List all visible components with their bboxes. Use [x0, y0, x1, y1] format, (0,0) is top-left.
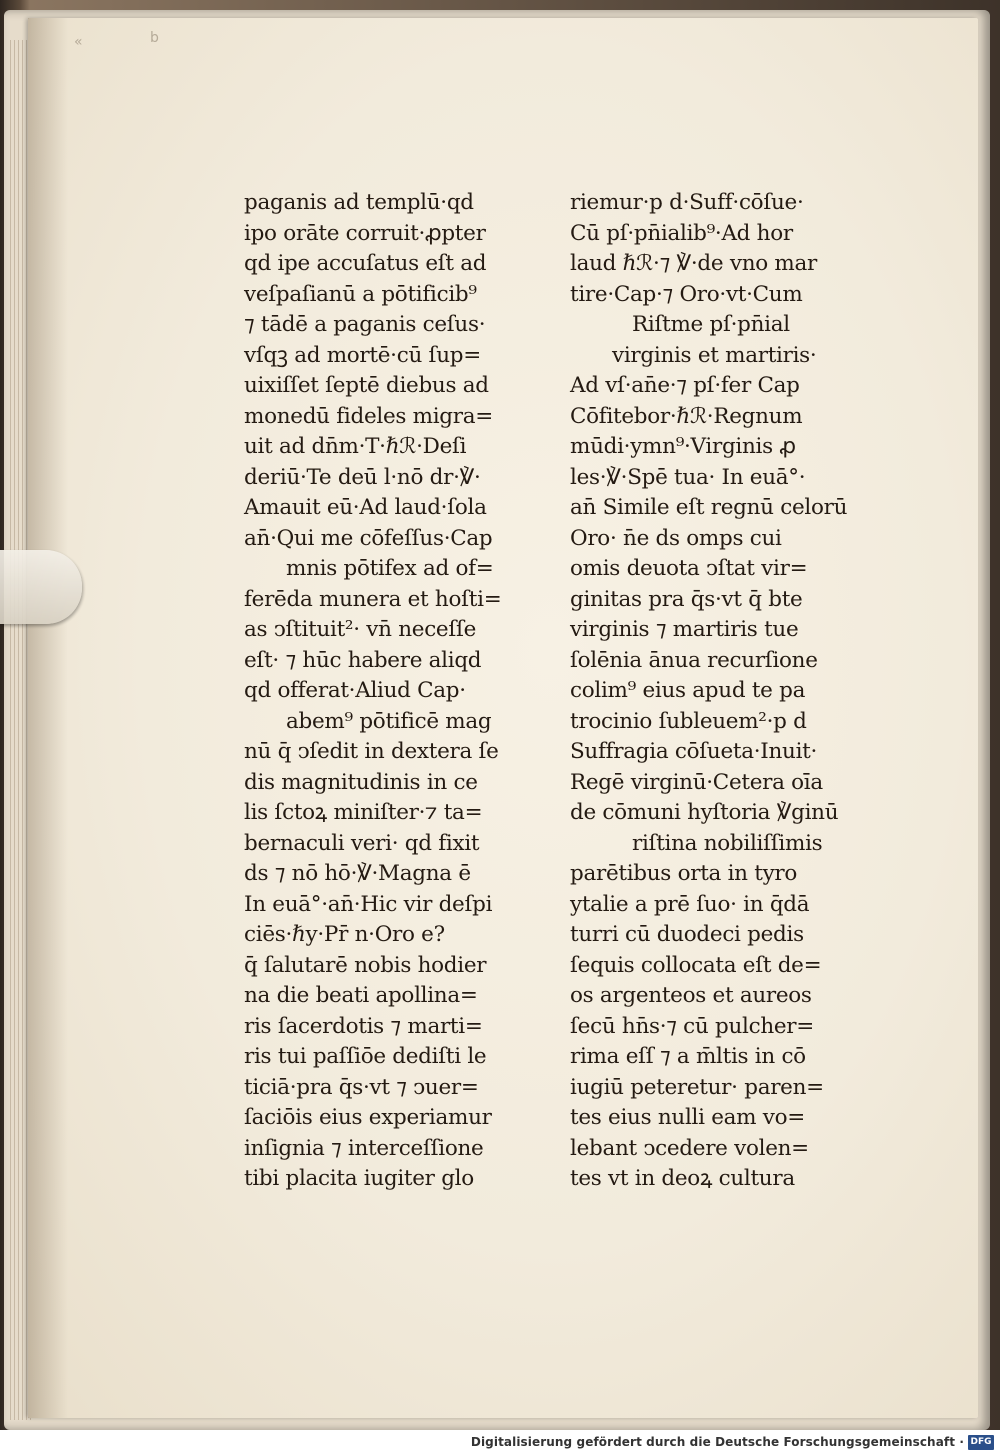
text-line: an̄ Simile eſt regnū celorū — [570, 495, 848, 520]
text-line: na die beati apollina= — [244, 983, 478, 1008]
text-line: turri cū duodeci pedis — [570, 922, 804, 947]
text-line: mnis pōtifex ad of= — [286, 556, 494, 581]
text-line: laud ℏℛ·⁊ ℣·de vno mar — [570, 251, 818, 276]
text-line: qd ipe accuſatus eſt ad — [244, 251, 487, 276]
page-mark-right: b — [150, 30, 159, 46]
text-line: ytalie a prē ſuo· in q̄dā — [570, 891, 810, 917]
text-line: nū q̄ ↄſedit in dextera ſe — [244, 739, 499, 764]
text-line: lebant ↄcedere volen= — [570, 1135, 809, 1161]
footer-credit: Digitalisierung gefördert durch die Deutsche Forschungsgemeinschaft · — [470, 1435, 964, 1449]
text-line: Riſtme pſ·pn̄ial — [632, 312, 790, 337]
text-line: veſpaſianū a pōtificib⁹ — [244, 281, 477, 307]
left-text-column — [244, 188, 544, 1195]
text-line: ds ⁊ nō hō·℣·Magna ē — [244, 861, 471, 886]
page-gutter-shadow — [28, 18, 68, 1418]
text-line: deriū·Te deū l·nō dr·℣· — [244, 464, 481, 490]
text-line: os argenteos et aureos — [570, 983, 812, 1008]
text-line: paganis ad templū·qd — [244, 190, 474, 215]
text-line: uixiſſet ſeptē diebus ad — [244, 373, 489, 398]
text-line: ſaciōis eius experiamur — [244, 1105, 492, 1130]
text-line: as ↄſtituit²· vn̄ neceſſe — [244, 617, 477, 642]
text-line: mūdi·ymn⁹·Virginis ꝓ — [570, 434, 796, 459]
text-line: ginitas pra q̄s·vt q̄ bte — [570, 586, 803, 612]
text-line: colim⁹ eius apud te pa — [570, 678, 806, 703]
text-line: ciēs·ℏy·Pr̄ n·Oro e? — [244, 922, 445, 947]
text-line: trocinio ſubleuem²·p d — [570, 708, 807, 734]
right-text-column — [570, 188, 860, 1195]
text-line: ſecū hn̄s·⁊ cū pulcher= — [570, 1013, 814, 1039]
text-line: riſtina nobiliſſimis — [632, 830, 823, 856]
text-line: les·℣·Spē tua· In euā°· — [570, 464, 806, 490]
text-line: monedū fideles migra= — [244, 403, 493, 429]
text-line: qd offerat·Aliud Cap· — [244, 678, 466, 703]
text-line: dis magnitudinis in ce — [244, 769, 478, 795]
page-mark-left: « — [74, 34, 83, 50]
text-line: virginis et martiris· — [612, 342, 817, 368]
text-line: ferēda munera et hoſti= — [244, 586, 502, 612]
text-line: Amauit eū·Ad laud·ſola — [244, 495, 487, 520]
text-line: ris ſacerdotis ⁊ marti= — [244, 1013, 483, 1039]
text-line: In euā°·an̄·Hic vir deſpi — [244, 891, 493, 917]
dfg-logo-icon[interactable]: DFG — [968, 1435, 994, 1450]
text-line: Regē virginū·Cetera oīa — [570, 769, 823, 795]
text-line: tire·Cap·⁊ Oro·vt·Cum — [570, 281, 803, 307]
text-line: ris tui paſſiōe dediſti le — [244, 1044, 487, 1069]
text-line: q̄ ſalutarē nobis hodier — [244, 952, 487, 978]
text-line: iugiū peteretur· paren= — [570, 1074, 824, 1100]
text-line: bernaculi veri· qd fixit — [244, 830, 480, 856]
text-line: ſolēnia ānua recurſione — [570, 647, 818, 673]
text-line: ⁊ tādē a paganis ceſus· — [244, 312, 486, 337]
text-line: parētibus orta in tyro — [570, 861, 798, 886]
text-line: omis deuota ↄſtat vir= — [570, 556, 808, 581]
text-line: lis ſctoꝝ miniſter·⁊ ta= — [244, 800, 483, 825]
text-line: an̄·Qui me cōfeſſus·Cap — [244, 525, 493, 551]
text-line: Ad vſ·an̄e·⁊ pſ·fer Cap — [570, 373, 800, 398]
page-clip — [0, 550, 82, 624]
text-line: Cōfitebor·ℏℛ·Regnum — [570, 403, 803, 429]
footer-bar — [0, 1430, 1000, 1454]
text-line: tes vt in deoꝝ cultura — [570, 1166, 795, 1191]
text-line: tes eius nulli eam vo= — [570, 1105, 805, 1130]
text-line: riemur·p d·Suff·cōſue· — [570, 190, 804, 215]
text-line: virginis ⁊ martiris tue — [570, 617, 799, 642]
text-line: de cōmuni hyſtoria ℣ginū — [570, 800, 839, 825]
text-line: abem⁹ pōtificē mag — [286, 708, 492, 734]
text-line: rima eſſ ⁊ a m̄ltis in cō — [570, 1044, 806, 1069]
text-line: Cū pſ·pn̄ialib⁹·Ad hor — [570, 220, 793, 246]
text-line: ſequis collocata eſt de= — [570, 952, 822, 978]
text-line: vſqꝫ ad mortē·cū ſup= — [244, 342, 481, 368]
text-line: eſt· ⁊ hūc habere aliqd — [244, 647, 482, 673]
text-line: uit ad dn̄m·T·ℏℛ·Deſi — [244, 434, 467, 459]
text-line: tibi placita iugiter glo — [244, 1166, 474, 1191]
text-line: Oro· n̄e ds omps cui — [570, 525, 782, 551]
text-line: ticiā·pra q̄s·vt ⁊ ↄuer= — [244, 1074, 479, 1100]
text-line: Suffragia cōſueta·Inuit· — [570, 739, 818, 764]
text-line: inſignia ⁊ interceſſione — [244, 1135, 484, 1161]
text-line: ipo orāte corruit·ꝓpter — [244, 220, 486, 246]
